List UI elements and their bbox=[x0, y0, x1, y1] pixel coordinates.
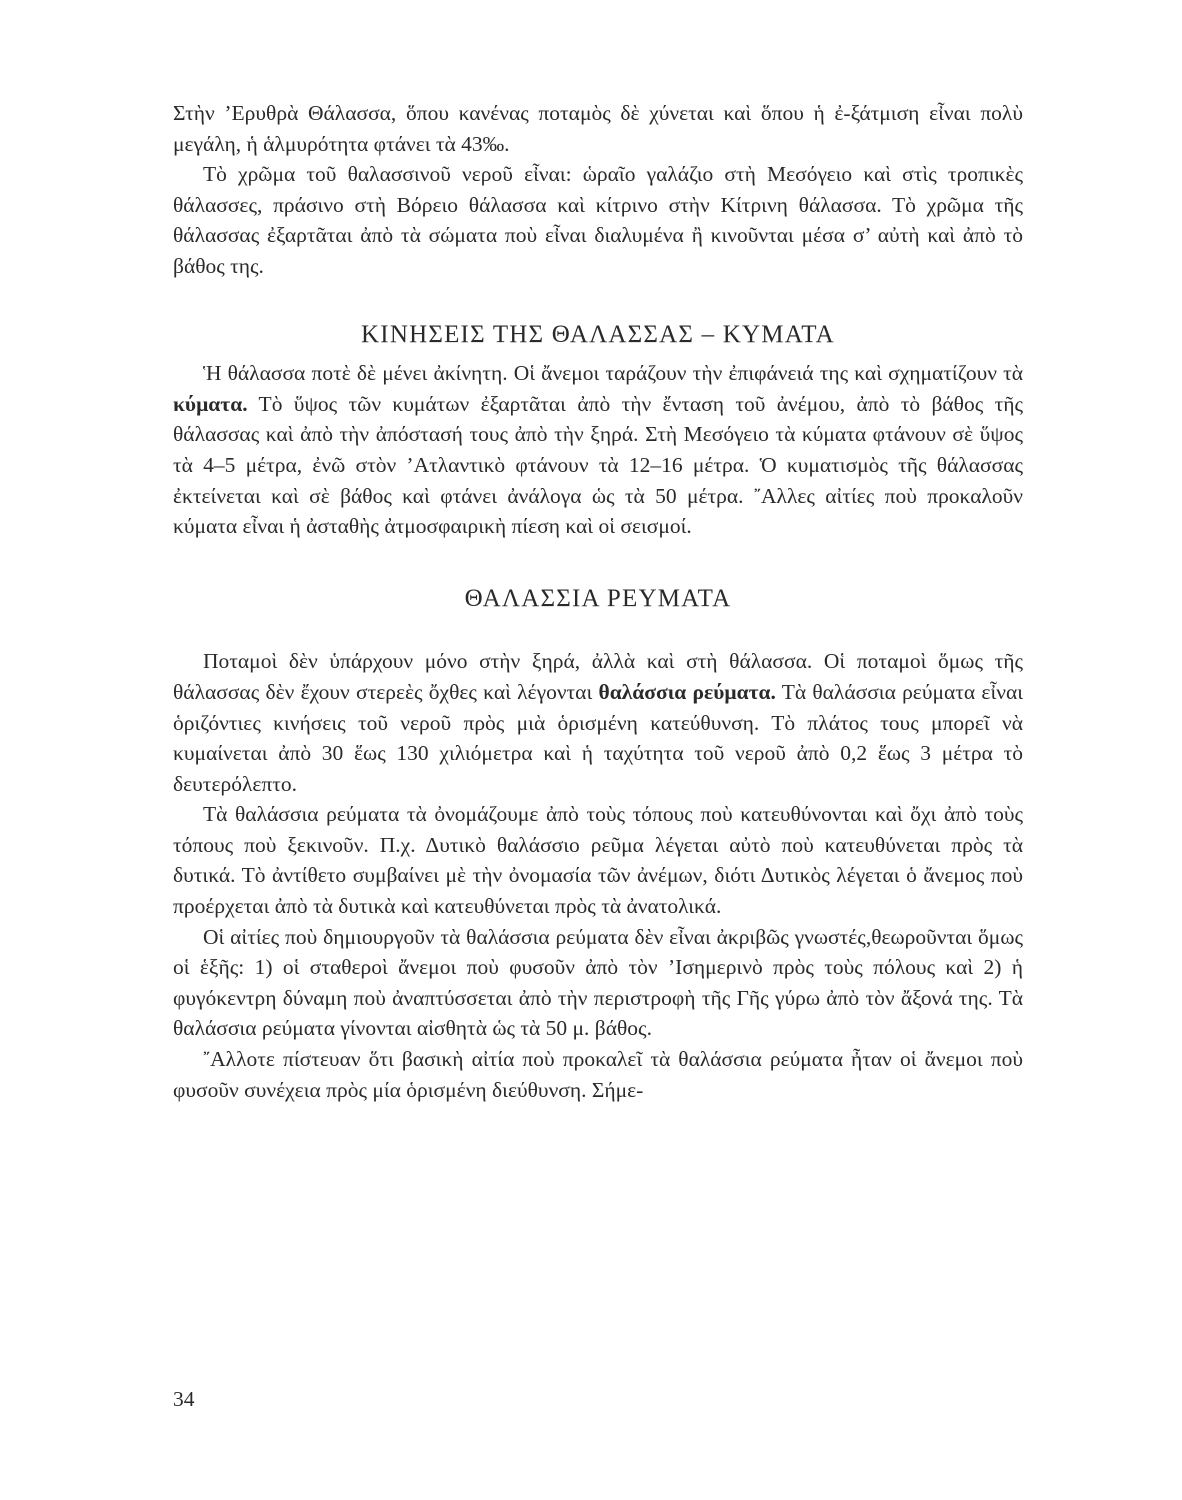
paragraph-currents-part-b: Τὰ θαλάσσια ρεύματα εἶναι ὁριζόντιες κινήσεις τοῦ νεροῦ πρὸς μιὰ ὁρισμένη κατεύθυνση. Τὸ πλάτος τους μπορεῖ νὰ κυμαίνεται ἀπὸ 30 ἕως 130 χιλιόμετρα καὶ ἡ ταχύτητα τοῦ νεροῦ ἀπὸ 0,2 ἕως 3 μέτρα τὸ δευτερόλεπτο. bbox=[173, 679, 1023, 796]
heading-sea-movements-waves: ΚΙΝΗΣΕΙΣ ΤΗΣ ΘΑΛΑΣΣΑΣ – ΚΥΜΑΤΑ bbox=[361, 320, 835, 348]
paragraph-waves-part-a: Ἡ θάλασσα ποτὲ δὲ μένει ἀκίνητη. Οἱ ἄνεμοι ταράζουν τὴν ἐπιφάνειά της καὶ σχηματίζουν τὰ bbox=[203, 361, 1023, 386]
paragraph-sea-color: Τὸ χρῶμα τοῦ θαλασσινοῦ νεροῦ εἶναι: ὡραῖο γαλάζιο στὴ Μεσόγειο καὶ στὶς τροπικὲς θάλασσες, πράσινο στὴ Βόρειο θάλασσα καὶ κίτρινο στὴν Κίτρινη θάλασσα. Τὸ χρῶμα τῆς θάλασσας ἐξαρτᾶται ἀπὸ τὰ σώματα ποὺ εἶναι διαλυμένα ἢ κινοῦνται μέσα σ’ αὐτὴ καὶ ἀπὸ τὸ βάθος της. bbox=[173, 162, 1023, 278]
paragraph-currents-part-a: Ποταμοὶ δὲν ὑπάρχουν μόνο στὴν ξηρά, ἀλλὰ καὶ στὴ θάλασσα. Οἱ ποταμοὶ ὅμως τῆς θάλασσας δὲν ἔχουν στερεὲς ὄχθες καὶ λέγονται bbox=[173, 649, 1023, 704]
page-body bbox=[173, 98, 1023, 1105]
paragraph-waves-part-b: Τὸ ὕψος τῶν κυμάτων ἐξαρτᾶται ἀπὸ τὴν ἔνταση τοῦ ἀνέμου, ἀπὸ τὸ βάθος τῆς θάλασσας καὶ ἀπὸ τὴν ἀπόστασή τους ἀπὸ τὴν ξηρά. Στὴ Μεσόγειο τὰ κύματα φτάνουν σὲ ὕψος τὰ 4–5 μέτρα, ἐνῶ στὸν ’Ατλαντικὸ φτάνουν τὰ 12–16 μέτρα. Ὁ κυματισμὸς τῆς θάλασσας ἐκτείνεται καὶ σὲ βάθος καὶ φτάνει ἀνάλογα ὡς τὰ 50 μέτρα. ῎Αλλες αἰτίες ποὺ προκαλοῦν κύματα εἶναι ἡ ἀσταθὴς ἀτμοσφαιρικὴ πίεση καὶ οἱ σεισμοί. bbox=[173, 391, 1023, 539]
paragraph-currents-causes: Οἱ αἰτίες ποὺ δημιουργοῦν τὰ θαλάσσια ρεύματα δὲν εἶναι ἀκριβῶς γνωστές,θεωροῦνται ὅμως οἱ ἑξῆς: 1) οἱ σταθεροὶ ἄνεμοι ποὺ φυσοῦν ἀπὸ τὸν ’Ισημερινὸ πρὸς τοὺς πόλους καὶ 2) ἡ φυγόκεντρη δύναμη ποὺ ἀναπτύσσεται ἀπὸ τὴν περιστροφὴ τῆς Γῆς γύρω ἀπὸ τὸν ἄξονά της. Τὰ θαλάσσια ρεύματα γίνονται αἰσθητὰ ὡς τὰ 50 μ. βάθος. bbox=[173, 924, 1023, 1041]
paragraph-currents-definition bbox=[173, 646, 1023, 799]
bold-term-waves: κύματα. bbox=[173, 391, 248, 416]
paragraph-currents-winds: ῎Αλλοτε πίστευαν ὅτι βασικὴ αἰτία ποὺ προκαλεῖ τὰ θαλάσσια ρεύματα ἦταν οἱ ἄνεμοι ποὺ φυσοῦν συνέχεια πρὸς μία ὁρισμένη διεύθυνση. Σήμε- bbox=[173, 1047, 1023, 1102]
paragraph-red-sea-salinity: Στὴν ’Ερυθρὰ Θάλασσα, ὅπου κανένας ποταμὸς δὲ χύνεται καὶ ὅπου ἡ ἐ-ξάτμιση εἶναι πολὺ μεγάλη, ἡ ἁλμυρότητα φτάνει τὰ 43‰. bbox=[173, 101, 1023, 156]
bold-term-sea-currents: θαλάσσια ρεύματα. bbox=[598, 679, 776, 704]
page-number: 34 bbox=[173, 1387, 195, 1411]
heading-sea-currents: ΘΑΛΑΣΣΙΑ ΡΕΥΜΑΤΑ bbox=[464, 584, 732, 612]
paragraph-waves bbox=[173, 358, 1023, 542]
paragraph-currents-naming: Τὰ θαλάσσια ρεύματα τὰ ὀνομάζουμε ἀπὸ τοὺς τόπους ποὺ κατευθύνονται καὶ ὄχι ἀπὸ τοὺς τόπους ποὺ ξεκινοῦν. Π.χ. Δυτικὸ θαλάσσιο ρεῦμα λέγεται αὐτὸ ποὺ κατευθύνεται πρὸς τὰ δυτικά. Τὸ ἀντίθετο συμβαίνει μὲ τὴν ὀνομασία τῶν ἀνέμων, διότι Δυτικὸς λέγεται ὁ ἄνεμος ποὺ προέρχεται ἀπὸ τὰ δυτικὰ καὶ κατευθύνεται πρὸς τὰ ἀνατολικά. bbox=[173, 802, 1023, 919]
